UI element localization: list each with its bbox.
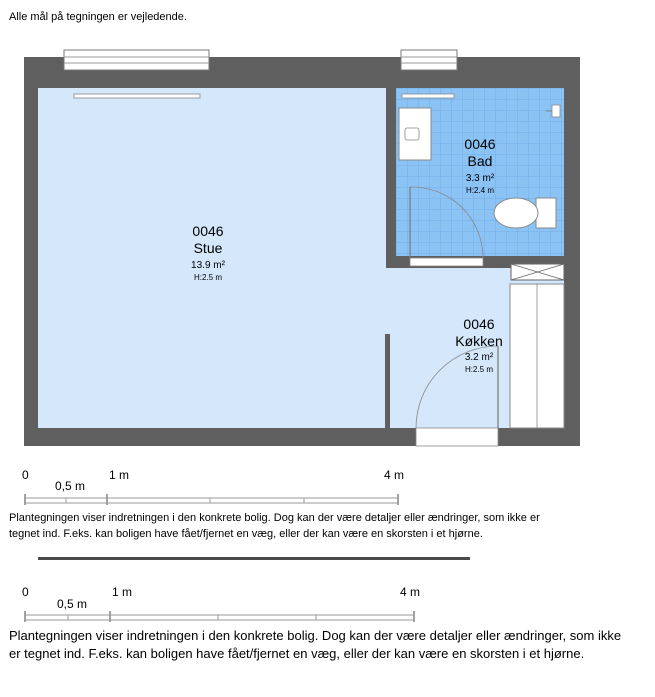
- toilet-tank: [536, 198, 556, 228]
- room-name: Bad: [467, 153, 493, 169]
- window-bath: [401, 50, 457, 70]
- bath-wall-left: [386, 88, 396, 268]
- radiator-bath: [402, 94, 454, 98]
- window-living: [64, 50, 209, 70]
- room-height: H:2.5 m: [464, 365, 494, 374]
- shower-head: [552, 105, 560, 117]
- room-label-stue: [191, 223, 226, 282]
- scale-label-one: 1 m: [112, 585, 133, 599]
- entrance-threshold: [416, 428, 498, 446]
- stue-floor: [38, 88, 387, 428]
- room-number: 0046: [463, 316, 495, 332]
- scale-bar-2: [22, 585, 420, 622]
- separator-rule: [38, 557, 470, 560]
- right-wall-strip: [564, 88, 580, 428]
- scale-label-zero: 0: [22, 468, 29, 482]
- scale-label-half: 0,5 m: [57, 597, 88, 611]
- room-area: 13.9 m²: [191, 260, 225, 271]
- scale-bar-1: [22, 468, 404, 505]
- room-height: H:2.4 m: [465, 186, 495, 195]
- toilet-bowl: [494, 198, 538, 228]
- scale-label-four: 4 m: [384, 468, 405, 482]
- scale-label-half: 0,5 m: [55, 479, 86, 493]
- partition-wall: [385, 334, 390, 428]
- room-name: Stue: [193, 240, 223, 256]
- disclaimer-2: Plantegningen viser indretningen i den konkrete bolig. Dog kan der være detaljer eller ændringer, som ikke er tegnet ind. F.eks. kan boligen have fået/fjernet en væg, eller der kan være en skorsten i et hjørne.: [9, 628, 622, 661]
- room-number: 0046: [192, 223, 224, 239]
- room-height: H:2.5 m: [193, 273, 223, 282]
- scale-label-one: 1 m: [109, 468, 130, 482]
- scale-label-zero: 0: [22, 585, 29, 599]
- room-area: 3.2 m²: [464, 352, 494, 363]
- room-number: 0046: [464, 136, 496, 152]
- room-label-bad: [464, 136, 495, 195]
- room-name: Køkken: [455, 333, 503, 349]
- radiator-living: [74, 94, 200, 98]
- scale-label-four: 4 m: [400, 585, 421, 599]
- bath-door-threshold: [410, 258, 483, 266]
- disclaimer-1: Plantegningen viser indretningen i den konkrete bolig. Dog kan der være detaljer eller ændringer, som ikke er tegnet ind. F.eks. kan boligen have fået/fjernet en væg, eller der kan være en skorsten i et hjørne.: [9, 512, 540, 540]
- header-note: Alle mål på tegningen er vejledende.: [9, 11, 187, 23]
- room-area: 3.3 m²: [465, 173, 495, 184]
